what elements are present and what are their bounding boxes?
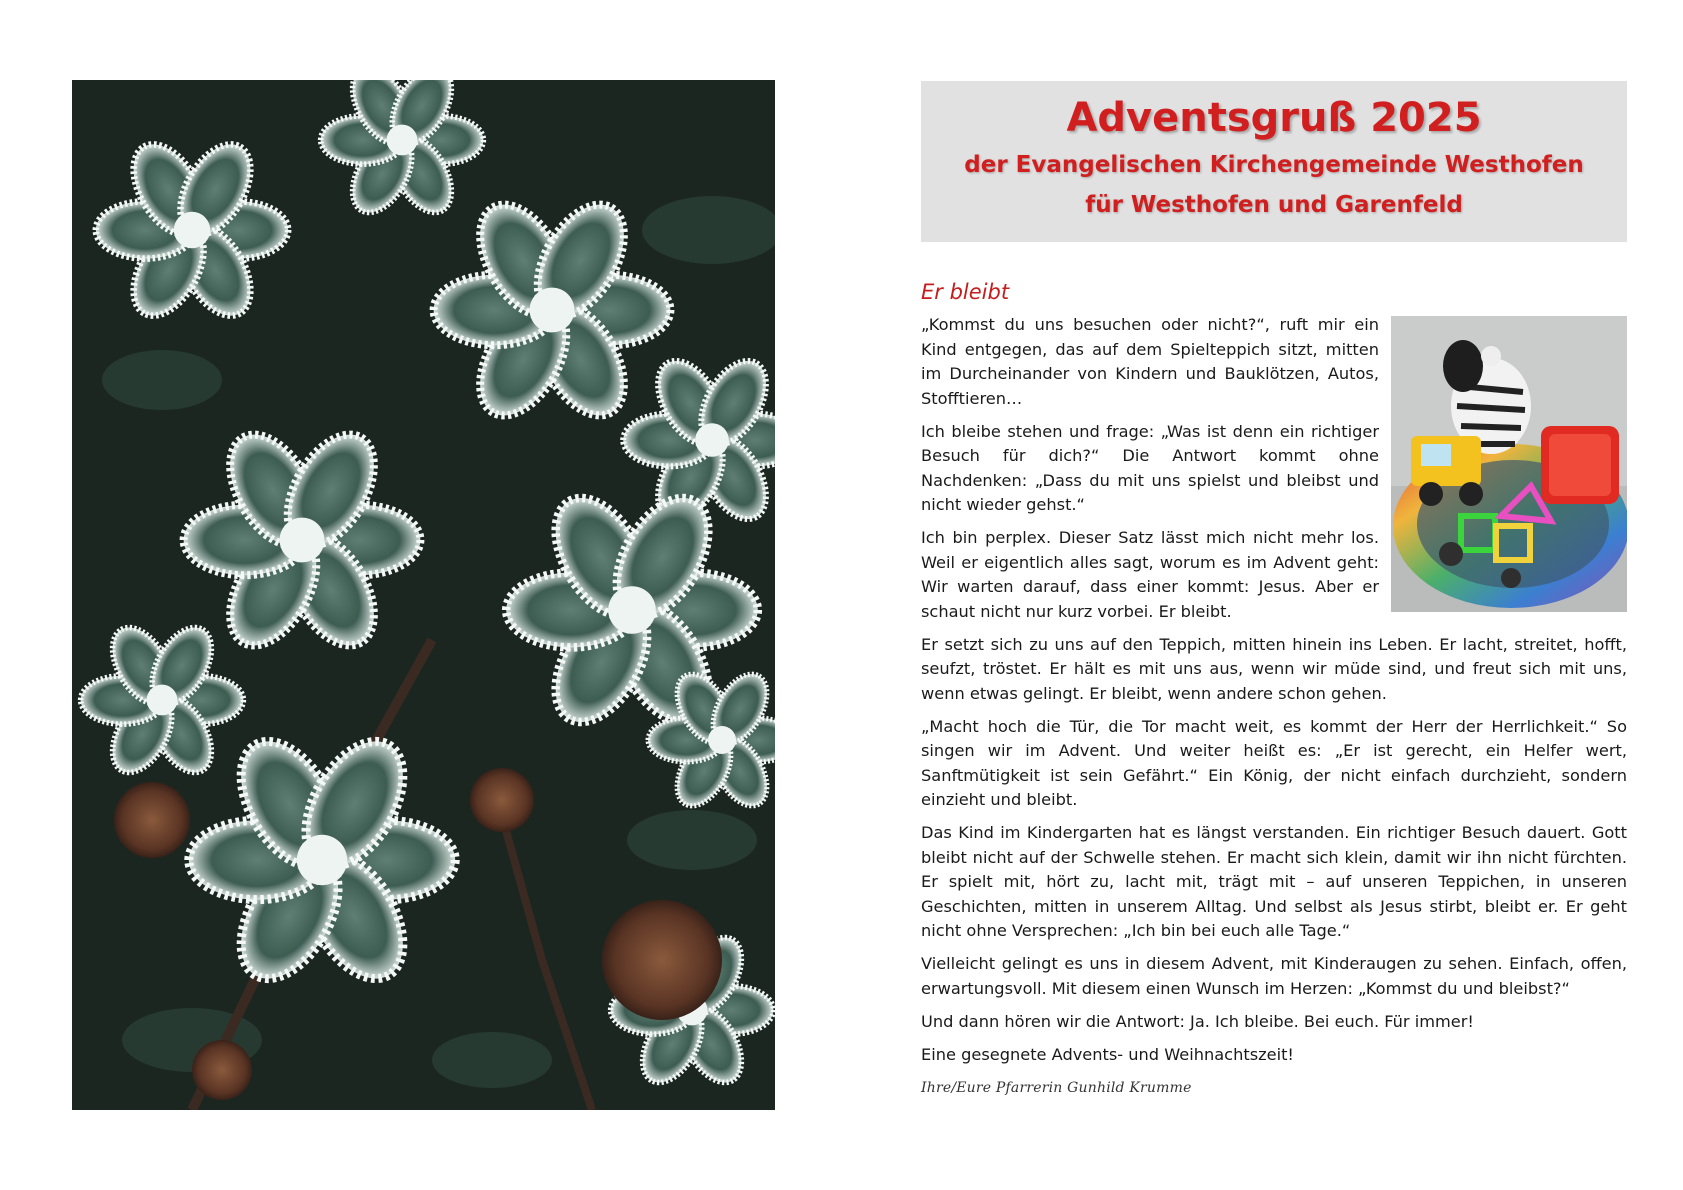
page-title: Adventsgruß 2025 [1066, 95, 1482, 141]
frosted-plant-photo [72, 80, 775, 1110]
paragraph-1: „Kommst du uns besuchen oder nicht?“, ruft mir ein Kind entgegen, das auf dem Spielteppich sitzt, mitten im Durcheinander von Kindern und Bauklötzen, Autos, Stofftieren… [921, 315, 1379, 408]
paragraph-7: Vielleicht gelingt es uns in diesem Advent, mit Kinderaugen zu sehen. Einfach, offen, erwartungsvoll. Mit diesem einen Wunsch im Herzen: „Kommst du und bleibst?“ [921, 954, 1627, 998]
article-title: Er bleibt [921, 280, 1010, 304]
subtitle-line-1: der Evangelischen Kirchengemeinde Westhofen [964, 152, 1584, 178]
article-body [921, 313, 1627, 1100]
paragraph-8: Und dann hören wir die Antwort: Ja. Ich bleibe. Bei euch. Für immer! [921, 1011, 1474, 1031]
toy-illustration [1391, 316, 1627, 612]
signature: Ihre/Eure Pfarrerin Gunhild Krumme [921, 1079, 1192, 1096]
paragraph-6: Das Kind im Kindergarten hat es längst verstanden. Ein richtiger Besuch dauert. Gott bleibt nicht auf der Schwelle stehen. Er macht sich klein, damit wir ihn nicht fürchten. Er spielt mit, hört zu, lacht mit, trägt mit – auf unseren Teppichen, in unseren Geschichten, mitten in unserem Alltag. Und selbst als Jesus stirbt, bleibt er. Er geht nicht ohne Versprechen: „Ich bin bei euch alle Tage.“ [921, 823, 1627, 940]
subtitle-line-2: für Westhofen und Garenfeld [1085, 192, 1463, 218]
paragraph-2: Ich bleibe stehen und frage: „Was ist denn ein richtiger Besuch für dich?“ Die Antwort kommt ohne Nachdenken: „Dass du mit uns spielst und bleibst und nicht wieder gehst.“ [921, 421, 1379, 514]
paragraph-3: Ich bin perplex. Dieser Satz lässt mich nicht mehr los. Weil er eigentlich alles sagt, worum es im Advent geht: Wir warten darauf, dass einer kommt: Jesus. Aber er schaut nicht nur kurz vorbei. Er bleibt. [921, 528, 1379, 621]
paragraph-4: Er setzt sich zu uns auf den Teppich, mitten hinein ins Leben. Er lacht, streitet, hofft, seufzt, tröstet. Er hält es mit uns aus, wenn wir müde sind, und freut sich mit uns, wenn etwas gelingt. Er bleibt, wenn andere schon gehen. [921, 634, 1627, 703]
letter-column [921, 81, 1627, 1100]
header-box [921, 81, 1627, 242]
paragraph-5: „Macht hoch die Tür, die Tor macht weit, es kommt der Herr der Herrlichkeit.“ So singen wir im Advent. Und weiter heißt es: „Er ist gerecht, ein Helfer wert, Sanftmütigkeit ist sein Gefährt.“ Ein König, der nicht einfach durchzieht, sondern einzieht und bleibt. [921, 716, 1627, 809]
toy-photo [1391, 316, 1627, 612]
frost-leaves-illustration [72, 80, 775, 1110]
paragraph-9: Eine gesegnete Advents- und Weihnachtszeit! [921, 1044, 1294, 1064]
